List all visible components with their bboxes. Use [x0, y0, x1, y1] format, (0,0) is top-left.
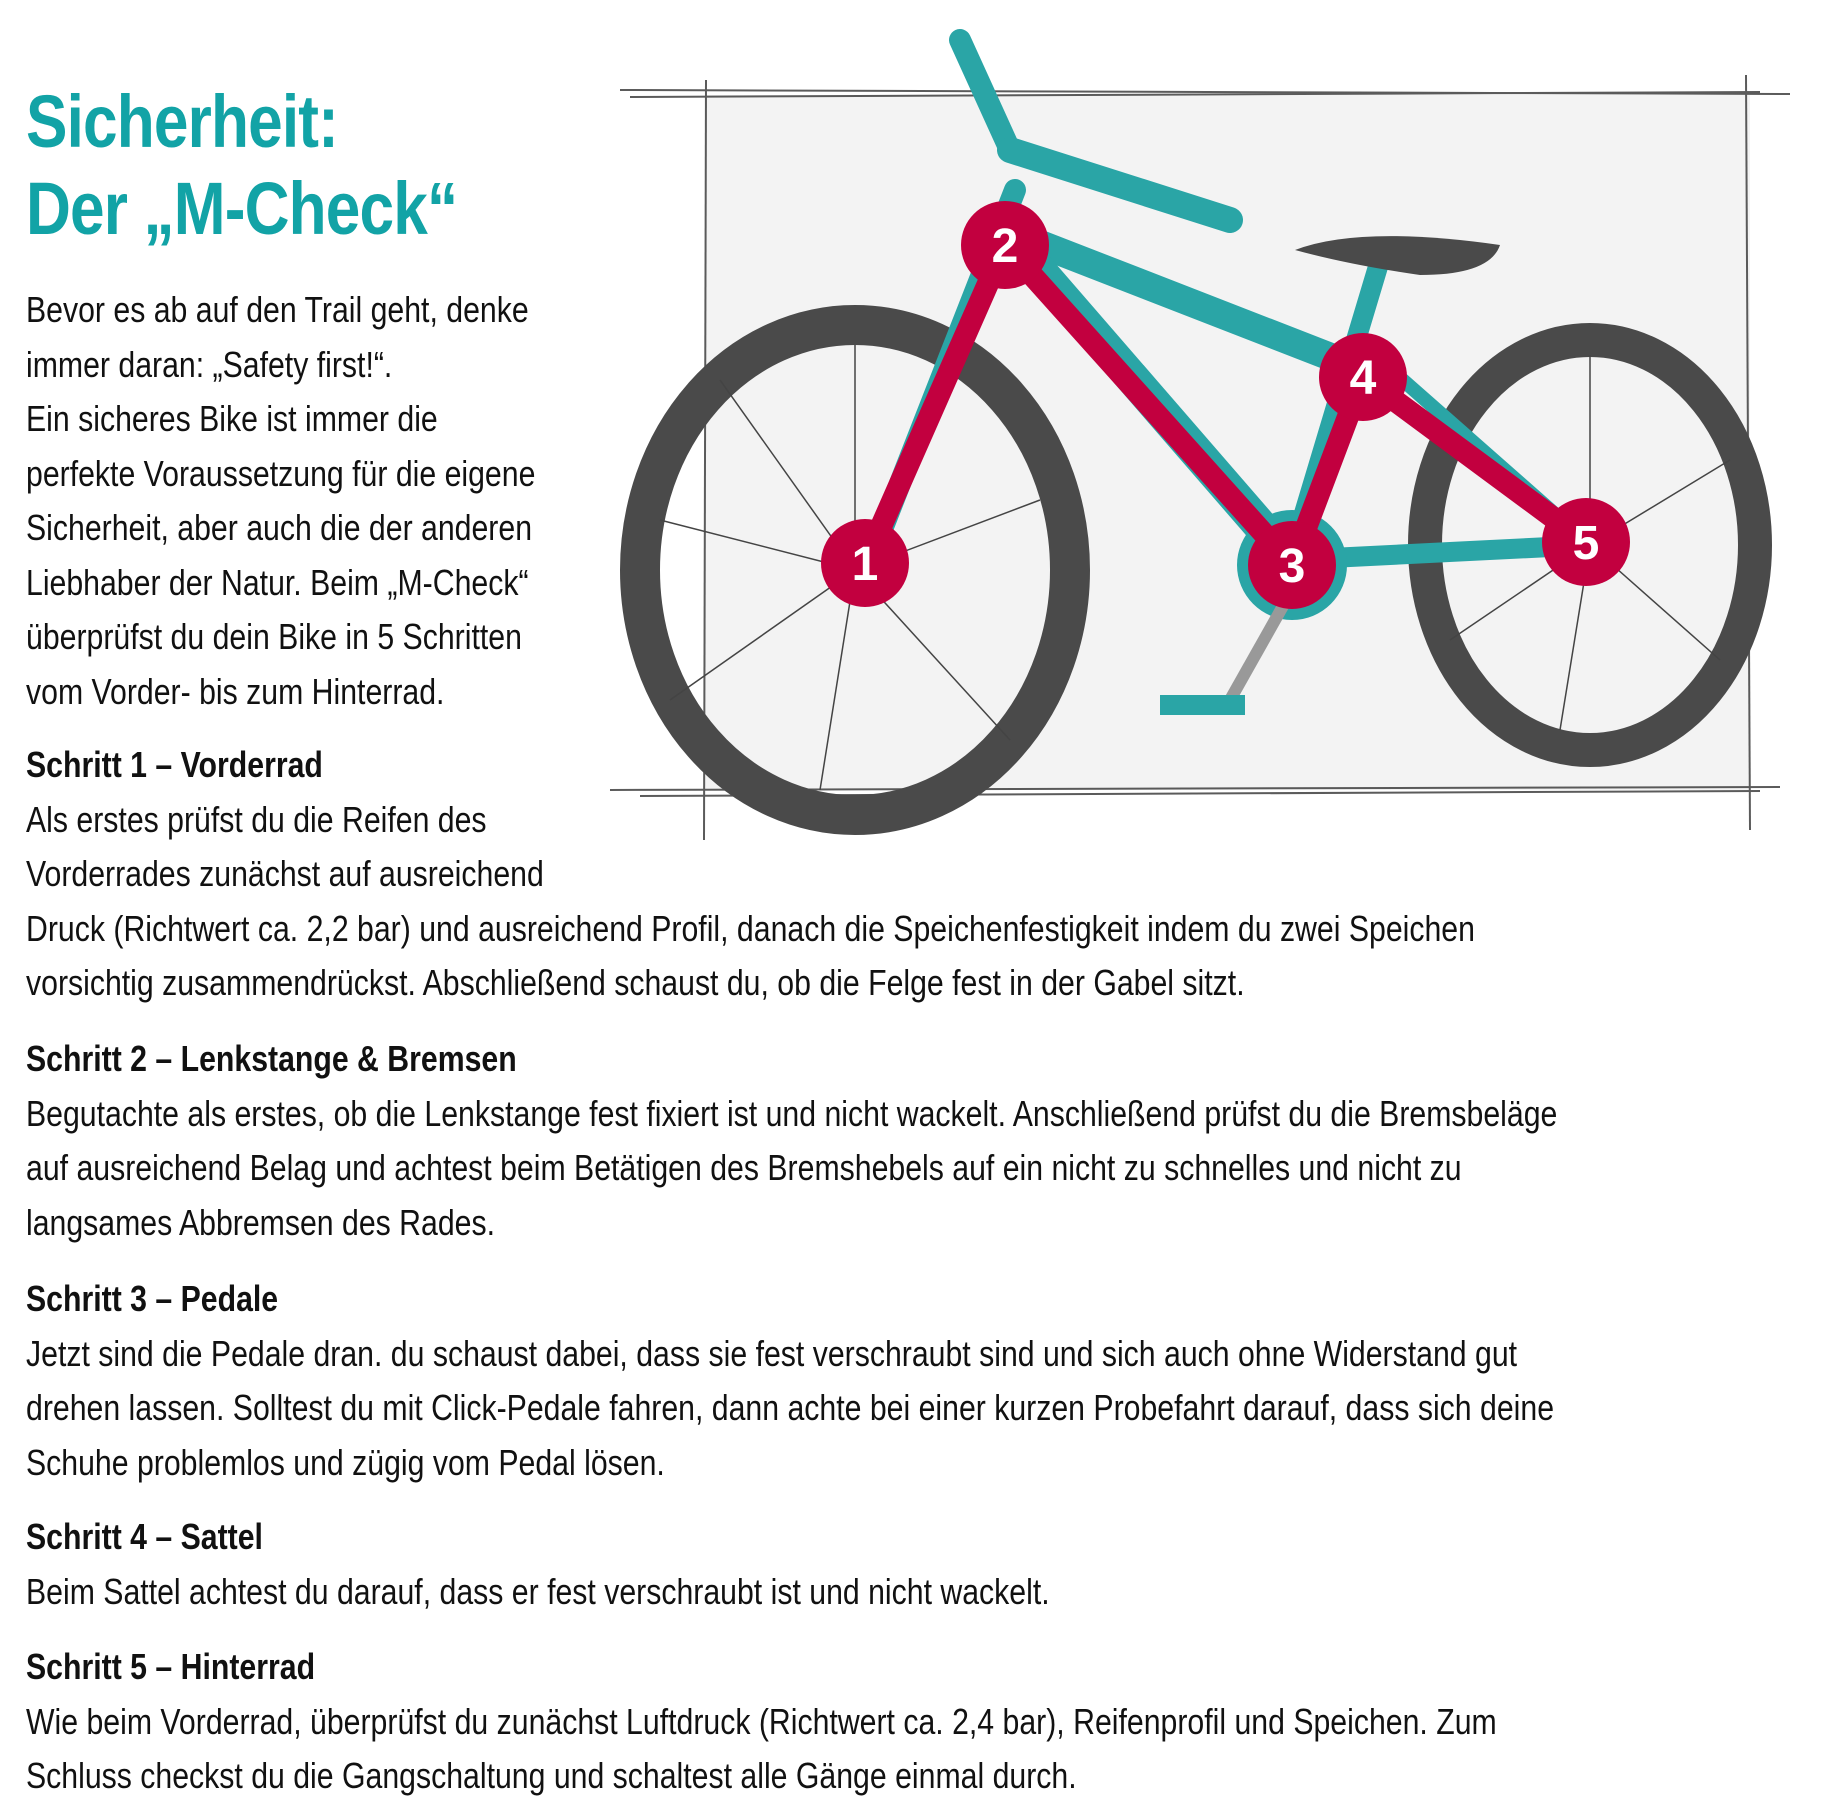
- step-line: vorsichtig zusammendrückst. Abschließend schaust du, ob die Felge fest in der Gabel sitzt.: [26, 962, 1245, 1003]
- intro-line: Ein sicheres Bike ist immer die: [26, 398, 438, 439]
- title-line-2: Der „M-Check“: [26, 167, 458, 250]
- intro-paragraph: [26, 283, 535, 719]
- step-line: Vorderrades zunächst auf ausreichend: [26, 853, 544, 894]
- intro-line: vom Vorder- bis zum Hinterrad.: [26, 670, 445, 712]
- step-line: Wie beim Vorderrad, überprüfst du zunächst Luftdruck (Richtwert ca. 2,4 bar), Reifenprofil und Speichen. Zum: [26, 1700, 1497, 1742]
- marker-label: 1: [851, 538, 879, 591]
- intro-line: immer daran: „Safety first!“.: [26, 343, 393, 385]
- page-title: [26, 78, 457, 252]
- step-line: auf ausreichend Belag und achtest beim Betätigen des Bremshebels auf ein nicht zu schnelles und nicht zu: [26, 1147, 1462, 1188]
- marker-label: 4: [1349, 352, 1377, 405]
- intro-line: Bevor es ab auf den Trail geht, denke: [26, 289, 529, 330]
- step-line: Beim Sattel achtest du darauf, dass er fest verschraubt ist und nicht wackelt.: [26, 1570, 1050, 1612]
- step-line: Als erstes prüfst du die Reifen des: [26, 798, 487, 840]
- marker-4: [1319, 333, 1407, 421]
- marker-3: [1248, 521, 1336, 609]
- step-line: Schuhe problemlos und zügig vom Pedal lösen.: [26, 1441, 665, 1483]
- marker-1: [821, 519, 909, 607]
- step-line: Begutachte als erstes, ob die Lenkstange fest fixiert ist und nicht wackelt. Anschließend prüfst du die Bremsbeläge: [26, 1092, 1558, 1134]
- pedal: [1160, 695, 1245, 715]
- intro-line: überprüfst du dein Bike in 5 Schritten: [26, 616, 522, 657]
- step-line: Jetzt sind die Pedale dran. du schaust dabei, dass sie fest verschraubt sind und sich auch ohne Widerstand gut: [26, 1332, 1518, 1374]
- marker-5: [1542, 498, 1630, 586]
- step-heading: Schritt 3 – Pedale: [26, 1278, 279, 1319]
- step-line: drehen lassen. Solltest du mit Click-Pedale fahren, dann achte bei einer kurzen Probefahrt darauf, dass sich deine: [26, 1387, 1555, 1428]
- marker-label: 5: [1572, 517, 1600, 570]
- title-line-1: Sicherheit:: [26, 80, 339, 163]
- marker-label: 3: [1278, 540, 1306, 593]
- intro-line: Liebhaber der Natur. Beim „M-Check“: [26, 561, 529, 603]
- step-heading: Schritt 1 – Vorderrad: [26, 744, 323, 785]
- step-heading: Schritt 4 – Sattel: [26, 1516, 263, 1557]
- step-line: Schluss checkst du die Gangschaltung und schaltest alle Gänge einmal durch.: [26, 1755, 1077, 1796]
- step-line: langsames Abbremsen des Rades.: [26, 1201, 495, 1243]
- bike-illustration: [600, 0, 1836, 840]
- step-heading: Schritt 2 – Lenkstange & Bremsen: [26, 1038, 517, 1079]
- step-4: [26, 1510, 1050, 1619]
- step-heading: Schritt 5 – Hinterrad: [26, 1646, 316, 1687]
- marker-2: [961, 201, 1049, 289]
- intro-line: perfekte Voraussetzung für die eigene: [26, 452, 536, 494]
- step-2: [26, 1032, 1557, 1250]
- marker-label: 2: [991, 220, 1019, 273]
- step-3: [26, 1272, 1554, 1490]
- intro-line: Sicherheit, aber auch die der anderen: [26, 507, 533, 548]
- step-line: Druck (Richtwert ca. 2,2 bar) und ausreichend Profil, danach die Speichenfestigkeit indem du zwei Speichen: [26, 907, 1475, 949]
- step-5: [26, 1640, 1497, 1804]
